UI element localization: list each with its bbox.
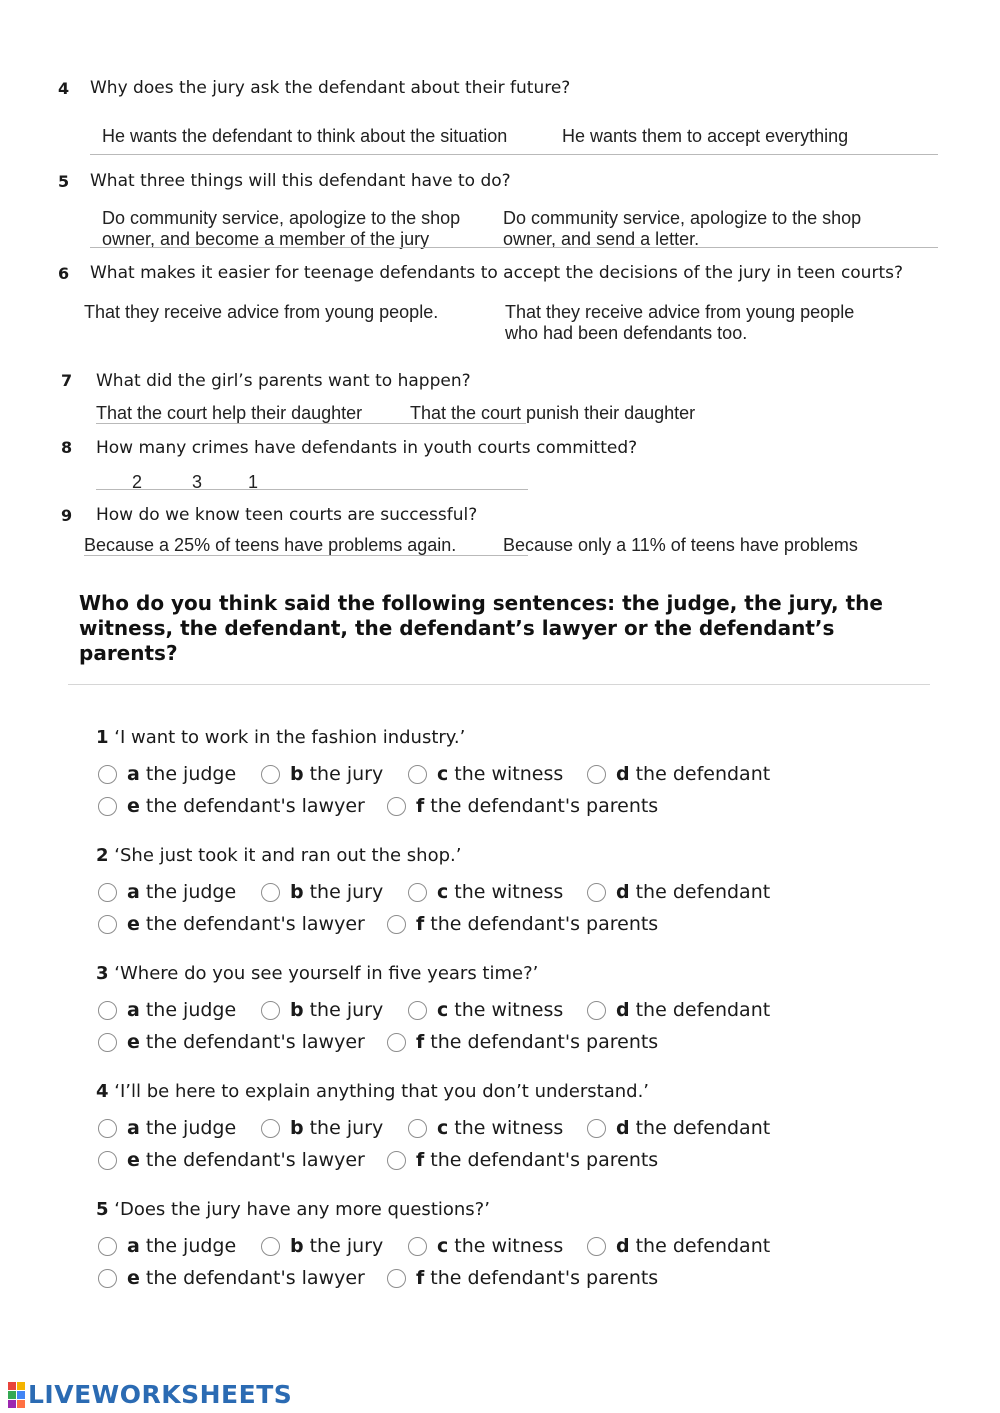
answer-line [84,555,528,556]
quote-text: ‘I’ll be here to explain anything that you don’t understand.’ [114,1081,650,1102]
option-e[interactable] [98,1149,365,1171]
option-label: the defendant [635,763,771,785]
option-letter: b [290,1235,304,1257]
option-label: the jury [309,1117,384,1139]
option-c[interactable] [408,1235,563,1257]
question-text: What did the girl’s parents want to happen? [96,371,471,391]
option-f[interactable] [387,795,658,817]
option-e[interactable] [98,913,365,935]
option-label: the judge [145,1235,237,1257]
quote-question [96,963,538,984]
question-text: How do we know teen courts are successful? [96,505,478,525]
radio-button[interactable] [587,1119,606,1138]
radio-button[interactable] [98,1151,117,1170]
question-number: 6 [58,264,70,283]
option-f[interactable] [387,1031,658,1053]
option-letter: d [616,1117,630,1139]
option-label: the judge [145,881,237,903]
option-letter: f [416,1149,425,1171]
option-letter: a [127,1117,140,1139]
option-letter: c [437,881,449,903]
option-e[interactable] [98,1267,365,1289]
quote-text: ‘Where do you see yourself in five years time?’ [114,963,539,984]
radio-button[interactable] [408,883,427,902]
option-letter: a [127,999,140,1021]
radio-button[interactable] [261,1001,280,1020]
answer-option-line1[interactable]: That they receive advice from young people [505,302,855,322]
quote-text: ‘Does the jury have any more questions?’ [114,1199,490,1220]
option-label: the defendant [635,881,771,903]
quote-number: 4 [96,1081,109,1102]
option-label: the judge [145,1117,237,1139]
option-d[interactable] [587,999,770,1021]
option-label: the defendant's lawyer [145,1031,365,1053]
option-a[interactable] [98,999,236,1021]
option-label: the defendant's parents [430,795,659,817]
option-letter: d [616,763,630,785]
option-letter: f [416,913,425,935]
quote-question [96,1199,490,1220]
option-label: the defendant's lawyer [145,1149,365,1171]
radio-button[interactable] [408,765,427,784]
option-letter: c [437,1235,449,1257]
radio-button[interactable] [387,1269,406,1288]
option-f[interactable] [387,1149,658,1171]
radio-button[interactable] [261,1237,280,1256]
answer-option-line1[interactable]: Do community service, apologize to the shop [503,208,862,228]
radio-button[interactable] [587,1001,606,1020]
radio-button[interactable] [387,1033,406,1052]
option-letter: a [127,1235,140,1257]
option-label: the witness [454,1117,564,1139]
option-letter: e [127,913,140,935]
section-heading: Who do you think said the following sentences: the judge, the jury, the witness, the defendant, the defendant’s lawyer or the defendant’s parents? [79,591,883,665]
answer-option-line2[interactable]: who had been defendants too. [505,323,748,343]
radio-button[interactable] [98,797,117,816]
answer-line [90,154,938,155]
option-letter: d [616,999,630,1021]
option-label: the defendant's lawyer [145,913,365,935]
radio-button[interactable] [587,1237,606,1256]
option-d[interactable] [587,1235,770,1257]
option-letter: f [416,1031,425,1053]
option-letter: e [127,1031,140,1053]
question-number: 7 [61,371,73,390]
question-text: What three things will this defendant have to do? [90,171,511,191]
radio-button[interactable] [408,1237,427,1256]
question-text: How many crimes have defendants in youth courts committed? [96,438,638,458]
radio-button[interactable] [408,1119,427,1138]
quote-text: ‘I want to work in the fashion industry.’ [114,727,466,748]
answer-option[interactable]: 1 [248,472,259,492]
radio-button[interactable] [98,1001,117,1020]
option-label: the defendant [635,1117,771,1139]
option-letter: a [127,881,140,903]
option-letter: d [616,881,630,903]
question-text: What makes it easier for teenage defendants to accept the decisions of the jury in teen courts? [90,263,903,283]
answer-line [96,489,528,490]
option-label: the defendant [635,1235,771,1257]
radio-button[interactable] [387,1151,406,1170]
option-letter: f [416,795,425,817]
quote-text: ‘She just took it and ran out the shop.’ [114,845,462,866]
option-letter: b [290,999,304,1021]
radio-button[interactable] [387,915,406,934]
option-b[interactable] [261,1235,383,1257]
answer-option[interactable]: 2 [132,472,143,492]
option-b[interactable] [261,763,383,785]
option-a[interactable] [98,1235,236,1257]
radio-button[interactable] [587,765,606,784]
answer-option[interactable]: Because only a 11% of teens have problems [503,535,858,555]
answer-option[interactable]: Because a 25% of teens have problems again. [84,535,457,555]
answer-option-line2[interactable]: owner, and send a letter. [503,229,700,249]
option-label: the jury [309,881,384,903]
option-letter: b [290,763,304,785]
answer-option[interactable]: That they receive advice from young people. [84,302,439,322]
question-number: 4 [58,79,70,98]
option-label: the defendant's parents [430,1149,659,1171]
option-a[interactable] [98,881,236,903]
answer-option[interactable]: 3 [192,472,203,492]
logo-icon [8,1382,25,1408]
option-letter: d [616,1235,630,1257]
option-letter: e [127,795,140,817]
quote-number: 2 [96,845,109,866]
answer-option-line1[interactable]: Do community service, apologize to the shop [102,208,461,228]
answer-line [96,423,526,424]
quote-question [96,845,461,866]
answer-option-line2[interactable]: owner, and become a member of the jury [102,229,430,249]
question-number: 5 [58,172,70,191]
option-label: the defendant's lawyer [145,795,365,817]
option-letter: e [127,1149,140,1171]
radio-button[interactable] [98,1269,117,1288]
option-label: the judge [145,763,237,785]
option-letter: e [127,1267,140,1289]
option-b[interactable] [261,999,383,1021]
radio-button[interactable] [408,1001,427,1020]
quote-number: 5 [96,1199,109,1220]
option-d[interactable] [587,881,770,903]
question-text: Why does the jury ask the defendant about their future? [90,78,571,98]
option-letter: c [437,1117,449,1139]
option-label: the witness [454,763,564,785]
option-letter: b [290,881,304,903]
radio-button[interactable] [98,883,117,902]
option-label: the defendant's parents [430,1031,659,1053]
option-b[interactable] [261,1117,383,1139]
radio-button[interactable] [261,883,280,902]
answer-option[interactable]: That the court punish their daughter [410,403,696,423]
option-letter: a [127,763,140,785]
option-label: the defendant's lawyer [145,1267,365,1289]
radio-button[interactable] [387,797,406,816]
quote-number: 3 [96,963,109,984]
answer-option[interactable]: He wants the defendant to think about the situation [102,126,508,146]
option-label: the witness [454,1235,564,1257]
option-label: the defendant's parents [430,913,659,935]
option-c[interactable] [408,1117,563,1139]
radio-button[interactable] [98,915,117,934]
option-b[interactable] [261,881,383,903]
option-e[interactable] [98,795,365,817]
quote-question [96,1081,649,1102]
question-number: 8 [61,438,73,457]
radio-button[interactable] [98,1119,117,1138]
option-letter: f [416,1267,425,1289]
option-c[interactable] [408,999,563,1021]
option-label: the defendant's parents [430,1267,659,1289]
option-letter: b [290,1117,304,1139]
radio-button[interactable] [98,1237,117,1256]
option-d[interactable] [587,763,770,785]
option-e[interactable] [98,1031,365,1053]
quote-question [96,727,465,748]
radio-button[interactable] [261,1119,280,1138]
option-c[interactable] [408,881,563,903]
option-c[interactable] [408,763,563,785]
radio-button[interactable] [587,883,606,902]
answer-line [90,247,938,248]
option-f[interactable] [387,913,658,935]
option-label: the defendant [635,999,771,1021]
option-label: the jury [309,1235,384,1257]
answer-option[interactable]: That the court help their daughter [96,403,363,423]
liveworksheets-logo [8,1380,292,1409]
option-a[interactable] [98,1117,236,1139]
option-label: the witness [454,881,564,903]
radio-button[interactable] [98,1033,117,1052]
option-letter: c [437,763,449,785]
logo-text: LIVEWORKSHEETS [28,1380,293,1409]
radio-button[interactable] [261,765,280,784]
option-d[interactable] [587,1117,770,1139]
quote-number: 1 [96,727,109,748]
radio-button[interactable] [98,765,117,784]
question-number: 9 [61,506,73,525]
option-label: the jury [309,999,384,1021]
option-a[interactable] [98,763,236,785]
option-label: the jury [309,763,384,785]
answer-option[interactable]: He wants them to accept everything [562,126,849,146]
option-label: the judge [145,999,237,1021]
option-f[interactable] [387,1267,658,1289]
option-letter: c [437,999,449,1021]
option-label: the witness [454,999,564,1021]
section-divider [68,684,930,685]
